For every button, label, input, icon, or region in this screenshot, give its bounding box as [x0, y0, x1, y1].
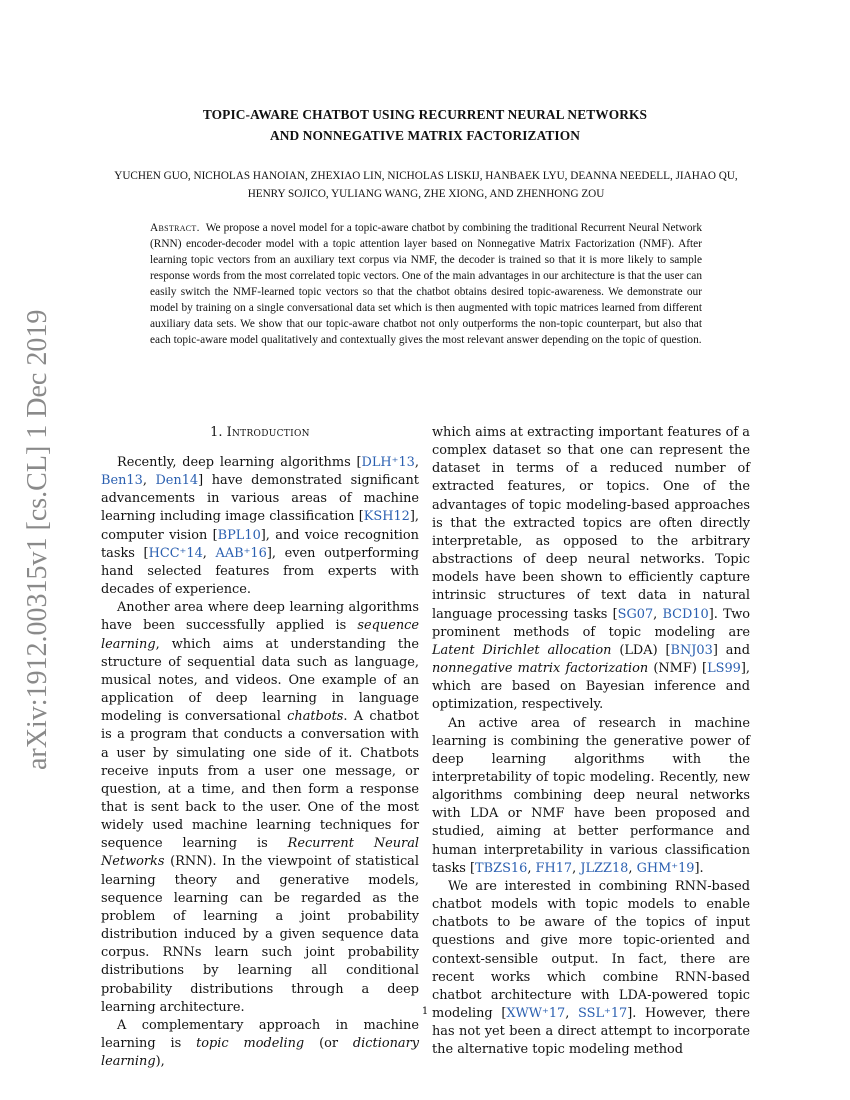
citation-link[interactable]: JLZZ18 — [580, 860, 629, 876]
author-list — [98, 167, 754, 203]
abstract — [150, 221, 702, 349]
citation-link[interactable]: KSH12 — [363, 509, 410, 525]
citation-link[interactable]: SSL⁺17 — [578, 1006, 628, 1021]
abstract-text: We propose a novel model for a topic-aware chatbot by combining the traditional Recurrent Neural Network (RNN) encoder-decoder model with a topic attention layer based on Nonnegative Matrix Factorization (NMF). After learning topic vectors from an auxiliary text corpus via NMF, the decoder is trained so that it is more likely to sample response words from the most correlated topic vectors. One of the main advantages in our architecture is that the user can easily switch the NMF-learned topic vectors so that the chatbot obtains desired topic-awareness. We demonstrate our model by training on a single conversational data set which is then augmented with topic matrices learned from different auxiliary data sets. We show that our topic-aware chatbot not only outperforms the non-topic counterpart, but also that each topic-aware model qualitatively and contextually gives the most relevant answer depending on the topic of question. — [150, 222, 702, 346]
citation-link[interactable]: TBZS16 — [475, 860, 528, 876]
right-column — [432, 424, 750, 1059]
abstract-label: Abstract. — [150, 222, 200, 234]
citation-link[interactable]: AAB⁺16 — [215, 545, 267, 561]
intro-paragraph-1: Recently, deep learning algorithms [DLH⁺13, Ben13, Den14] have demonstrated significant advancements in various areas of machine learning including image classification [KSH12], computer vision [BPL10], and voice recognition tasks [HCC⁺14, AAB⁺16], even outperforming hand selected features from experts with decades of experience. — [101, 455, 419, 598]
citation-link[interactable]: GHM⁺19 — [636, 860, 695, 876]
citation-link[interactable]: XWW⁺17 — [506, 1006, 566, 1021]
page-number: 1 — [421, 1006, 429, 1017]
intro-paragraph-3-continued: which aims at extracting important features of a complex dataset so that one can represent the dataset in terms of a reduced number of extracted features, or topics. One of the advantages of topic modeling-based approaches is that the extracted topics are often directly interpretable, as opposed to the arbitrary abstractions of deep neural networks. Topic models have been shown to efficiently capture intrinsic structures of text data in natural language processing tasks [SG07, BCD10]. Two prominent methods of topic modeling are Latent Dirichlet allocation (LDA) [BNJ03] and nonnegative matrix factorization (NMF) [LS99], which are based on Bayesian inference and optimization, respectively. — [432, 425, 750, 713]
title-line-2: AND NONNEGATIVE MATRIX FACTORIZATION — [270, 128, 580, 143]
title-line-1: TOPIC-AWARE CHATBOT USING RECURRENT NEURAL NETWORKS — [202, 107, 648, 122]
citation-link[interactable]: SG07 — [617, 606, 654, 622]
citation-link[interactable]: BPL10 — [217, 527, 261, 543]
citation-link[interactable]: Den14 — [155, 473, 199, 489]
arxiv-identifier-stamp: arXiv:1912.00315v1 [cs.CL] 1 Dec 2019 — [22, 309, 53, 770]
intro-paragraph-4: An active area of research in machine learning is combining the generative power of deep learning algorithms with the interpretability of topic modeling. Recently, new algorithms combining deep neural networks with LDA or NMF have been proposed and studied, aiming at better performance and human interpretability in various classification tasks [TBZS16, FH17, JLZZ18, GHM⁺19]. — [432, 715, 750, 876]
left-column — [101, 424, 419, 1071]
citation-link[interactable]: BCD10 — [662, 606, 709, 622]
section-title: Introduction — [226, 425, 310, 440]
citation-link[interactable]: Ben13 — [101, 473, 143, 489]
citation-link[interactable]: LS99 — [707, 661, 741, 677]
intro-paragraph-5: We are interested in combining RNN-based chatbot models with topic models to enable chatbots to be aware of the topics of input questions and give more topic-oriented and context-sensible output. In fact, there are recent works which combine RNN-based chatbot architecture with LDA-powered topic modeling [XWW⁺17, SSL⁺17]. However, there has not yet been a direct attempt to incorporate the alternative topic modeling method — [432, 878, 750, 1058]
intro-paragraph-2: Another area where deep learning algorithms have been successfully applied is sequence learning, which aims at understanding the structure of sequential data such as language, musical notes, and videos. One example of an application of deep learning in language modeling is conversational chatbots. A chatbot is a program that conducts a conversation with a user by simulating one side of it. Chatbots receive inputs from a user one message, or question, at a time, and then form a response that is sent back to the user. One of the most widely used machine learning techniques for sequence learning is Recurrent Neural Networks (RNN). In the viewpoint of statistical learning theory and generative models, sequence learning can be regarded as the problem of learning a joint probability distribution induced by a given sequence data corpus. RNNs learn such joint probability distributions by learning all conditional probability distributions through a deep learning architecture. — [101, 600, 420, 1015]
section-heading-introduction — [101, 424, 419, 442]
citation-link[interactable]: FH17 — [535, 860, 573, 876]
paper-title — [120, 104, 730, 146]
authors-line-1: YUCHEN GUO, NICHOLAS HANOIAN, ZHEXIAO LIN, NICHOLAS LISKIJ, HANBAEK LYU, DEANNA NEEDELL, JIAHAO QU, — [114, 170, 738, 182]
citation-link[interactable]: HCC⁺14 — [148, 545, 203, 561]
authors-line-2: HENRY SOJICO, YULIANG WANG, ZHE XIONG, AND ZHENHONG ZOU — [247, 188, 605, 200]
citation-link[interactable]: DLH⁺13 — [361, 455, 415, 470]
intro-paragraph-3: A complementary approach in machine learning is topic modeling (or dictionary learning), — [101, 1017, 420, 1070]
section-number: 1. — [210, 425, 223, 440]
citation-link[interactable]: BNJ03 — [670, 642, 713, 658]
